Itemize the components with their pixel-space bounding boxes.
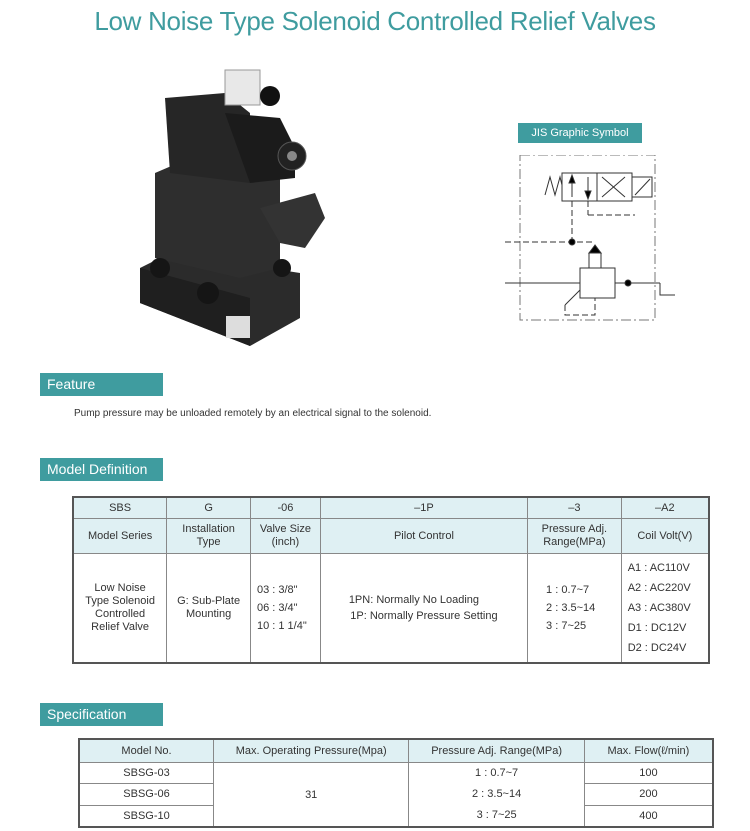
header-cell: Max. Operating Pressure(Mpa) [214,739,409,763]
page-title: Low Noise Type Solenoid Controlled Relief Valves [94,6,656,36]
model-label-row [73,519,709,554]
text-line: 03 : 3/8" [256,584,298,596]
installation-cell [167,554,251,664]
max-pressure-cell: 31 [214,763,409,828]
code-cell: SBS [73,497,167,519]
text-line: Mounting [185,608,232,620]
range-cell [409,763,584,828]
text-line: Low Noise [94,582,146,594]
flow-cell: 400 [584,805,713,827]
text-line: 1 : 0.7~7 [475,767,519,779]
model-cell: SBSG-10 [79,805,214,827]
text-line: 2 : 3.5~14 [546,602,596,614]
text-line: A1 : AC110V [627,562,690,574]
model-code-row [73,497,709,519]
text-line: D1 : DC12V [627,622,687,634]
header-cell: Max. Flow(ℓ/min) [584,739,713,763]
text-line: Controlled [95,608,146,620]
text-line: 2 : 3.5~14 [471,788,522,800]
valve-product-photo [130,68,330,348]
spec-row [79,763,713,784]
label-cell: Model Series [73,519,167,554]
text-line: A2 : AC220V [627,582,691,594]
flow-cell: 200 [584,784,713,805]
text-line: 3 : 7~25 [546,620,587,632]
model-definition-table [72,496,710,664]
specification-table [78,738,714,828]
code-cell: –1P [320,497,527,519]
pilot-control-cell [320,554,527,664]
code-cell: –A2 [621,497,709,519]
label-cell: Pilot Control [320,519,527,554]
model-series-cell [73,554,167,664]
text-line: 1P: Normally Pressure Setting [350,610,498,622]
text-line: 1PN: Normally No Loading [348,594,480,606]
code-cell: G [167,497,251,519]
text-line: A3 : AC380V [627,602,691,614]
header-cell: Model No. [79,739,214,763]
feature-description: Pump pressure may be unloaded remotely by an electrical signal to the solenoid. [74,408,432,419]
flow-cell: 100 [584,763,713,784]
label-cell: Valve Size (inch) [250,519,320,554]
spec-header-row [79,739,713,763]
text-line: 3 : 7~25 [476,809,517,821]
feature-section-tab: Feature [40,373,163,396]
code-cell: -06 [250,497,320,519]
pressure-range-cell [528,554,622,664]
model-definition-section-tab: Model Definition [40,458,163,481]
label-cell: Installation Type [167,519,251,554]
label-cell: Coil Volt(V) [621,519,709,554]
text-line: 10 : 1 1/4" [256,620,307,632]
header-cell: Pressure Adj. Range(MPa) [409,739,584,763]
model-cell: SBSG-03 [79,763,214,784]
model-cell: SBSG-06 [79,784,214,805]
text-line: Relief Valve [91,621,150,633]
label-cell: Pressure Adj. Range(MPa) [528,519,622,554]
code-cell: –3 [528,497,622,519]
text-line: G: Sub-Plate [177,595,241,607]
jis-symbol-label: JIS Graphic Symbol [518,123,642,143]
text-line: D2 : DC24V [627,642,687,654]
valve-size-cell [250,554,320,664]
model-options-row [73,554,709,664]
text-line: 06 : 3/4" [256,602,298,614]
text-line: Type Solenoid [85,595,155,607]
jis-graphic-symbol [505,155,675,325]
coil-volt-cell [621,554,709,664]
text-line: 1 : 0.7~7 [546,584,590,596]
specification-section-tab: Specification [40,703,163,726]
